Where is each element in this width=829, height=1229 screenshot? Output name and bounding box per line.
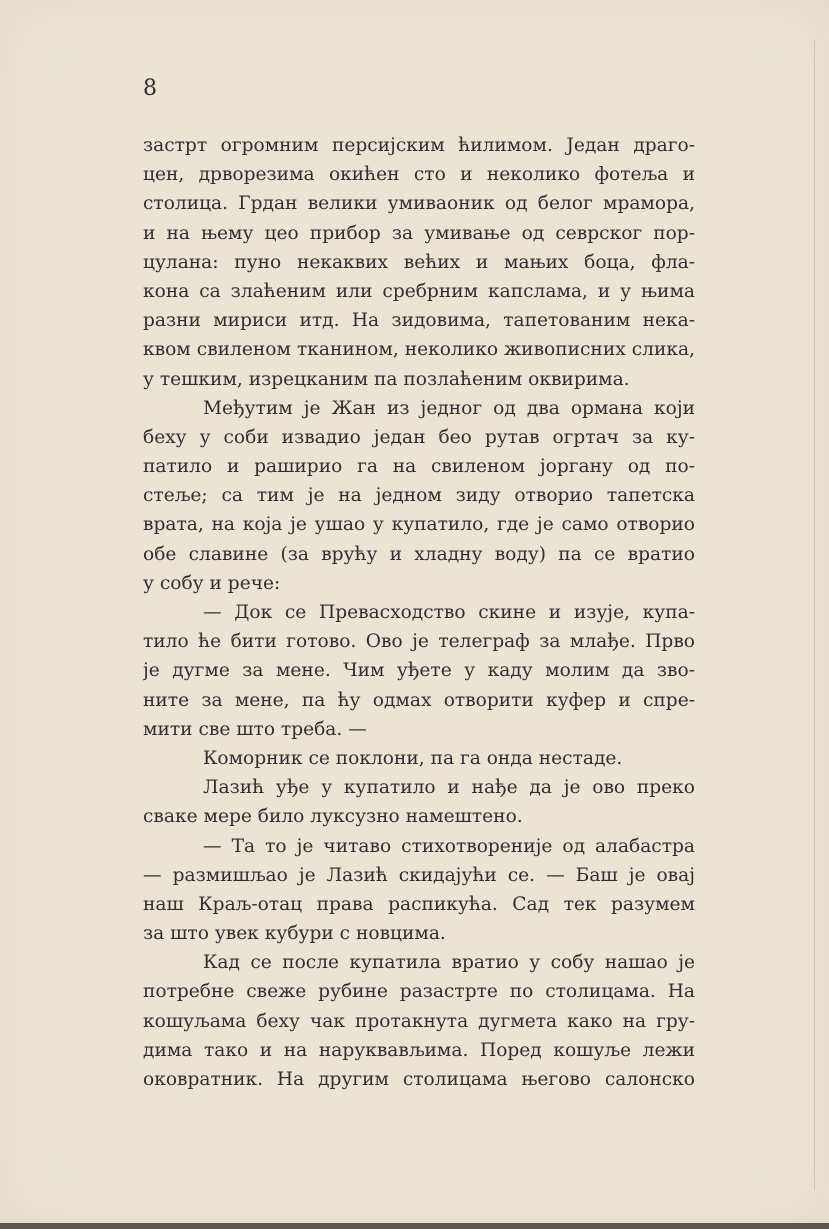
text-line: је дугме за мене. Чим уђете у каду молим да зво- (143, 660, 695, 682)
text-line: — Док се Превасходство скине и изује, купа- (203, 602, 695, 623)
text-line: ните за мене, па ћу одмах отворити куфер и спре- (143, 689, 695, 711)
text-line: беху у соби извадио један бео рутав огртач за ку- (143, 426, 695, 448)
text-line: Кад се после купатила вратио у собу нашао је (203, 952, 695, 974)
text-line: врата, на која је ушао у купатило, где је само отворио (143, 514, 695, 536)
text-line: цен, дрворезима окићен сто и неколико фотеља и (143, 164, 695, 186)
text-line: столица. Грдан велики умиваоник од белог мрамора, (143, 193, 695, 215)
text-line: стеље; са тим је на једном зиду отворио тапетска (143, 485, 695, 507)
text-line: Лазић уђе у купатило и нађе да је ово преко (203, 777, 695, 799)
text-line: оковратник. На другим столицама његово салонско (143, 1069, 695, 1090)
text-line: наш Краљ-отац права распикућа. Сад тек разумем (143, 893, 695, 915)
text-line: квом свиленом тканином, неколико живописних слика, (143, 339, 695, 361)
scan-bottom-edge (0, 1223, 829, 1229)
text-line: застрт огромним персијским ћилимом. Један драго- (143, 135, 695, 156)
text-line: потребне свеже рубине разастрте по столицама. На (143, 981, 695, 1003)
text-line: кона са злаћеним или сребрним капслама, и у њима (143, 280, 695, 302)
text-line: обе славине (за врућу и хладну воду) па се вратио (143, 543, 695, 565)
text-line: патило и раширио га на свиленом јоргану од по- (143, 456, 695, 478)
text-line: разни мириси итд. На зидовима, тапетованим нека- (143, 310, 695, 332)
text-line: за што увек кубури с новцима. (143, 923, 446, 945)
text-line: — размишљао је Лазић скидајући се. — Баш је овај (143, 864, 695, 886)
text-line: Међутим је Жан из једног од два ормана који (203, 397, 695, 419)
text-line: у тешким, изрецканим па позлаћеним оквирима. (143, 368, 630, 390)
text-line: мити све што треба. — (143, 718, 367, 740)
text-line: тило ће бити готово. Ово је телеграф за млађе. Прво (143, 631, 695, 653)
page-number: 8 (143, 76, 157, 101)
text-line: дима тако и на наруквављима. Поред кошуље лежи (143, 1039, 695, 1061)
text-line: кошуљама беху чак протакнута дугмета како на гру- (143, 1010, 695, 1032)
text-line: у собу и рече: (143, 572, 281, 594)
body-text (143, 131, 695, 1094)
text-line: Коморник се поклони, па га онда нестаде. (203, 747, 623, 769)
text-line: — Та то је читаво стихотвореније од алабастра (203, 835, 695, 857)
text-line: и на њему цео прибор за умивање од севрског пор- (143, 222, 695, 244)
text-line: сваке мере било луксузно намештено. (143, 806, 523, 828)
page-edge-line (814, 40, 815, 1190)
text-line: цулана: пуно некаквих већих и мањих боца, фла- (143, 251, 695, 273)
